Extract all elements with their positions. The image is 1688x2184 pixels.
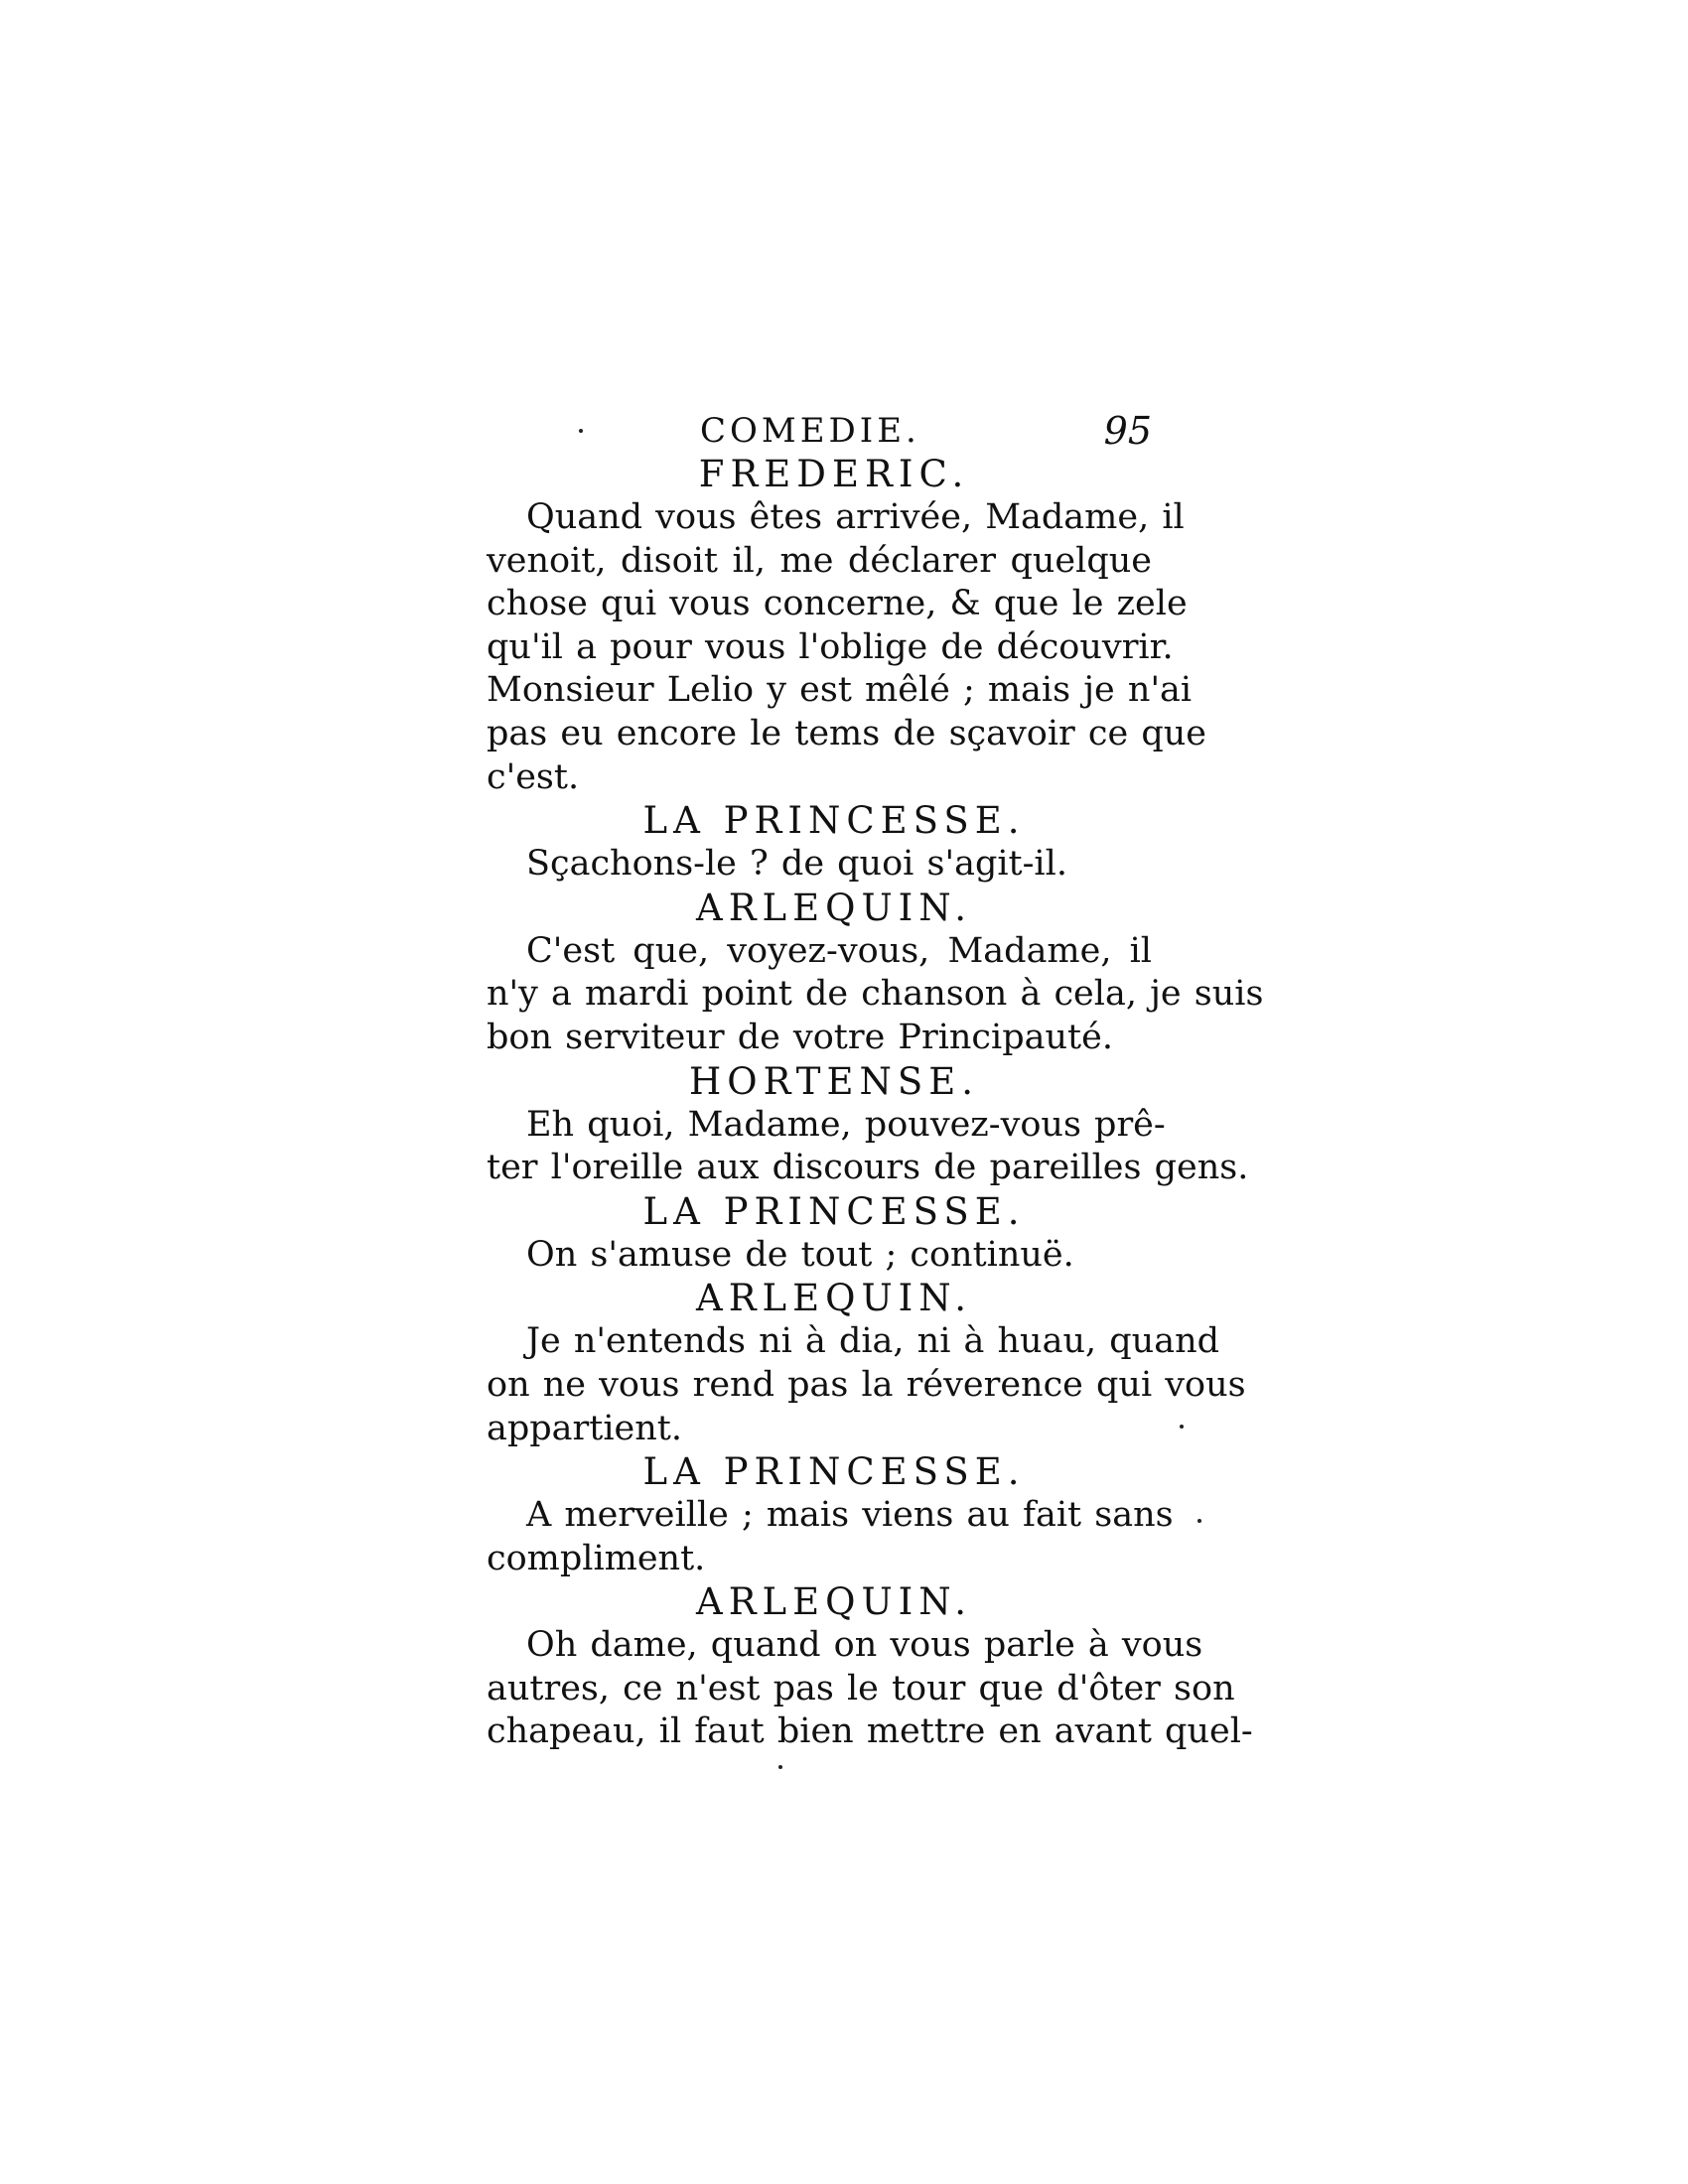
speaker-name: LA PRINCESSE. bbox=[642, 1189, 1026, 1233]
speaker-name: HORTENSE. bbox=[689, 1059, 979, 1103]
speech-line: pas eu encore le tems de sçavoir ce que bbox=[487, 713, 1206, 753]
speech-line: chapeau, il faut bien mettre en avant quel- bbox=[487, 1711, 1253, 1752]
speech-line: On s'amuse de tout ; continuë. bbox=[526, 1234, 1074, 1275]
speech bbox=[487, 1494, 1174, 1580]
speech bbox=[487, 930, 1264, 1060]
speech-line: Sçachons-le ? de quoi s'agit-il. bbox=[526, 844, 1067, 885]
speech-line: Monsieur Lelio y est mêlé ; mais je n'ai bbox=[487, 670, 1193, 711]
speech bbox=[487, 1104, 1249, 1190]
speaker-name: FREDERIC. bbox=[698, 453, 970, 495]
speech-line: chose qui vous concerne, & que le zele bbox=[487, 584, 1188, 624]
speaker-name: ARLEQUIN. bbox=[695, 1277, 973, 1320]
speech-line: ter l'oreille aux discours de pareilles gens. bbox=[487, 1148, 1249, 1188]
print-speck bbox=[579, 429, 583, 433]
speech-line: autres, ce n'est pas le tour que d'ôter son bbox=[487, 1668, 1235, 1708]
speaker-name: ARLEQUIN. bbox=[695, 1580, 973, 1624]
text-block bbox=[487, 409, 1264, 1754]
speech-line: bon serviteur de votre Principauté. bbox=[487, 1017, 1113, 1057]
speech-line: compliment. bbox=[487, 1538, 706, 1578]
speech-line: venoit, disoit il, me déclarer quelque bbox=[487, 540, 1152, 581]
print-speck bbox=[778, 1765, 782, 1769]
speaker-name: LA PRINCESSE. bbox=[642, 799, 1026, 843]
speaker-name: ARLEQUIN. bbox=[695, 886, 973, 929]
speech-line: Eh quoi, Madame, pouvez-vous prê- bbox=[526, 1104, 1166, 1145]
print-speck bbox=[1180, 1425, 1184, 1429]
speech bbox=[487, 496, 1206, 799]
speech-line: n'y a mardi point de chanson à cela, je suis bbox=[487, 974, 1264, 1015]
speech-line: A merveille ; mais viens au fait sans bbox=[526, 1495, 1174, 1536]
speech-line: Je n'entends ni à dia, ni à huau, quand bbox=[526, 1321, 1220, 1362]
speech-line: qu'il a pour vous l'oblige de découvrir. bbox=[487, 626, 1174, 667]
speech-line: Quand vous êtes arrivée, Madame, il bbox=[526, 497, 1185, 537]
page-number: 95 bbox=[1103, 409, 1152, 453]
speech-line: C'est que, voyez-vous, Madame, il bbox=[526, 930, 1152, 971]
speech bbox=[487, 1234, 1152, 1278]
speech-line: appartient. bbox=[487, 1408, 682, 1448]
speech bbox=[487, 1320, 1246, 1450]
speech-line: Oh dame, quand on vous parle à vous bbox=[526, 1625, 1203, 1666]
running-head: COMEDIE. bbox=[700, 411, 920, 451]
speech bbox=[487, 843, 1152, 887]
print-speck bbox=[1197, 1519, 1201, 1523]
page-header bbox=[487, 409, 1152, 453]
speaker-name: LA PRINCESSE. bbox=[642, 1450, 1026, 1494]
speech-line: c'est. bbox=[487, 756, 580, 797]
speech bbox=[487, 1624, 1253, 1754]
speech-line: on ne vous rend pas la réverence qui vous bbox=[487, 1364, 1246, 1405]
